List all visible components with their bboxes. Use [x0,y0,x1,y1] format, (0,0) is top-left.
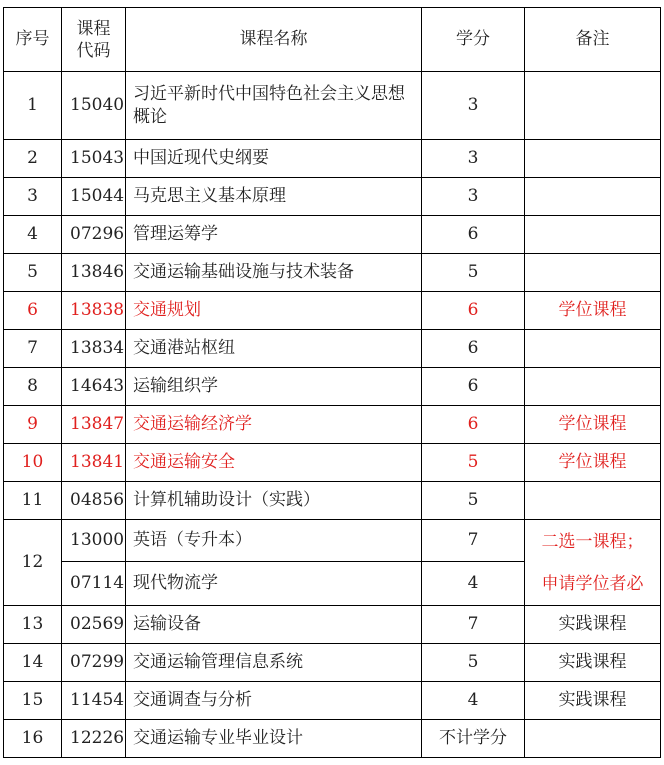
header-code-line2: 代码 [76,40,111,61]
cell-note: 实践课程 [525,682,661,720]
cell-name: 管理运筹学 [126,216,422,254]
course-table [3,7,661,758]
cell-credit: 5 [422,482,525,520]
cell-name: 马克思主义基本原理 [126,178,422,216]
cell-seq: 5 [4,254,62,292]
table-row [4,216,661,254]
cell-name: 运输组织学 [126,368,422,406]
cell-name: 交通规划 [126,292,422,330]
cell-note [525,368,661,406]
cell-note: 学位课程 [525,406,661,444]
cell-seq: 15 [4,682,62,720]
cell-credit: 6 [422,330,525,368]
cell-seq: 6 [4,292,62,330]
table-row [4,606,661,644]
cell-note [525,216,661,254]
cell-name: 交通运输管理信息系统 [126,644,422,682]
cell-credit: 6 [422,406,525,444]
cell-seq: 3 [4,178,62,216]
table-row [4,368,661,406]
cell-credit: 4 [422,682,525,720]
cell-seq: 16 [4,720,62,758]
cell-code: 14643 [62,368,126,406]
cell-name: 交通运输专业毕业设计 [126,720,422,758]
cell-seq: 11 [4,482,62,520]
cell-credit: 7 [422,606,525,644]
cell-code: 15044 [62,178,126,216]
elective-note-line1: 二选一课程； [541,531,644,552]
cell-name: 交通港站枢纽 [126,330,422,368]
table-row-degree-course [4,406,661,444]
table-row [4,482,661,520]
cell-note [525,72,661,140]
cell-seq: 8 [4,368,62,406]
header-credit: 学分 [422,8,525,72]
table-row-degree-course [4,292,661,330]
cell-note [525,254,661,292]
cell-name: 运输设备 [126,606,422,644]
cell-seq: 2 [4,140,62,178]
cell-seq: 13 [4,606,62,644]
cell-code: 15040 [62,72,126,140]
cell-credit: 6 [422,292,525,330]
cell-code: 11454 [62,682,126,720]
cell-code: 07296 [62,216,126,254]
cell-code: 04856 [62,482,126,520]
table-row [4,720,661,758]
cell-code: 13846 [62,254,126,292]
cell-note: 实践课程 [525,644,661,682]
cell-name: 英语（专升本） [126,520,422,562]
cell-note [525,178,661,216]
cell-code: 12226 [62,720,126,758]
table-row [4,330,661,368]
table-row [4,178,661,216]
table-row [4,254,661,292]
cell-name: 交通调查与分析 [126,682,422,720]
cell-name: 现代物流学 [126,562,422,606]
cell-name: 习近平新时代中国特色社会主义思想概论 [126,72,422,140]
cell-name: 交通运输安全 [126,444,422,482]
table-header-row [4,8,661,72]
header-name: 课程名称 [126,8,422,72]
cell-credit: 5 [422,644,525,682]
cell-note: 学位课程 [525,444,661,482]
cell-note: 学位课程 [525,292,661,330]
cell-seq: 7 [4,330,62,368]
cell-credit: 3 [422,72,525,140]
header-code-line1: 课程 [76,18,111,39]
cell-code: 02569 [62,606,126,644]
table-row-degree-course [4,444,661,482]
cell-seq: 4 [4,216,62,254]
cell-seq: 9 [4,406,62,444]
cell-code: 07299 [62,644,126,682]
table-row [4,644,661,682]
cell-code: 13847 [62,406,126,444]
cell-seq: 1 [4,72,62,140]
elective-note-line2: 申请学位者必 [541,573,644,594]
cell-credit: 5 [422,444,525,482]
cell-code: 13834 [62,330,126,368]
cell-code: 13838 [62,292,126,330]
cell-seq: 12 [4,520,62,606]
cell-credit: 3 [422,178,525,216]
cell-name: 交通运输基础设施与技术装备 [126,254,422,292]
header-code [62,8,126,72]
cell-credit: 6 [422,216,525,254]
table-row [4,72,661,140]
cell-note [525,720,661,758]
cell-seq: 10 [4,444,62,482]
cell-name: 中国近现代史纲要 [126,140,422,178]
cell-note-elective [525,520,661,606]
cell-note: 实践课程 [525,606,661,644]
cell-code: 13841 [62,444,126,482]
cell-code: 15043 [62,140,126,178]
cell-credit: 6 [422,368,525,406]
header-seq: 序号 [4,8,62,72]
cell-code: 13000 [62,520,126,562]
cell-credit: 4 [422,562,525,606]
cell-credit: 不计学分 [422,720,525,758]
table-row-elective-a [4,520,661,562]
cell-note [525,330,661,368]
cell-credit: 5 [422,254,525,292]
cell-seq: 14 [4,644,62,682]
header-note: 备注 [525,8,661,72]
cell-code: 07114 [62,562,126,606]
cell-note [525,482,661,520]
cell-note [525,140,661,178]
cell-credit: 3 [422,140,525,178]
cell-name: 计算机辅助设计（实践） [126,482,422,520]
table-row [4,682,661,720]
table-row [4,140,661,178]
cell-credit: 7 [422,520,525,562]
cell-name: 交通运输经济学 [126,406,422,444]
